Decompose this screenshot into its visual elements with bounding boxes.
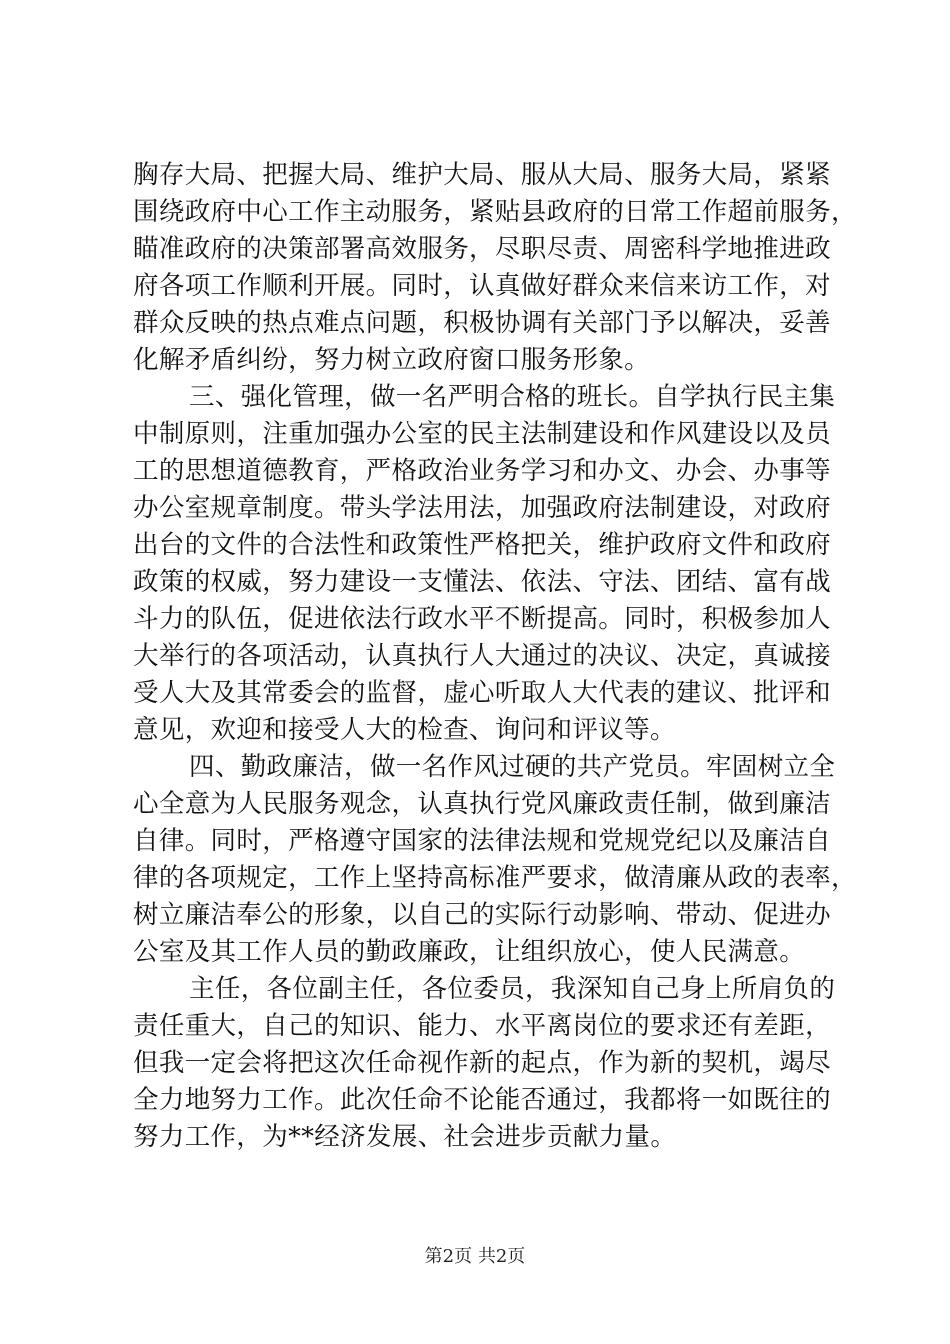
body-line: 责任重大，自己的知识、能力、水平离岗位的要求还有差距， (133, 1011, 831, 1041)
body-line: 受人大及其常委会的监督，虚心听取人大代表的建议、批评和 (133, 678, 831, 708)
body-line: 树立廉洁奉公的形象，以自己的实际行动影响、带动、促进办 (133, 900, 831, 930)
body-line: 办公室规章制度。带头学法用法，加强政府法制建设，对政府 (133, 493, 831, 523)
closing-first-line: 主任，各位副主任，各位委员，我深知自己身上所肩负的 (189, 974, 836, 1004)
body-line: 胸存大局、把握大局、维护大局、服从大局、服务大局，紧紧 (133, 160, 831, 190)
body-line: 大举行的各项活动，认真执行人大通过的决议、决定，真诚接 (133, 641, 831, 671)
body-line: 中制原则，注重加强办公室的民主法制建设和作风建设以及员 (133, 419, 831, 449)
body-line: 群众反映的热点难点问题，积极协调有关部门予以解决，妥善 (133, 308, 831, 338)
page-number-footer: 第2页 共2页 (424, 1246, 526, 1267)
body-line: 瞄准政府的决策部署高效服务，尽职尽责、周密科学地推进政 (133, 234, 831, 264)
body-line: 律的各项规定，工作上坚持高标准严要求，做清廉从政的表率， (133, 863, 857, 893)
section-four-first-line: 四、勤政廉洁，做一名作风过硬的共产党员。牢固树立全 (189, 752, 836, 782)
body-line: 出台的文件的合法性和政策性严格把关，维护政府文件和政府 (133, 530, 831, 560)
body-line: 围绕政府中心工作主动服务，紧贴县政府的日常工作超前服务， (133, 197, 857, 227)
body-line: 心全意为人民服务观念，认真执行党风廉政责任制，做到廉洁 (133, 789, 831, 819)
body-line: 政策的权威，努力建设一支懂法、依法、守法、团结、富有战 (133, 567, 831, 597)
body-line: 府各项工作顺利开展。同时，认真做好群众来信来访工作，对 (133, 271, 831, 301)
body-line: 自律。同时，严格遵守国家的法律法规和党规党纪以及廉洁自 (133, 826, 831, 856)
body-line: 意见，欢迎和接受人大的检查、询问和评议等。 (133, 715, 676, 745)
section-three-first-line: 三、强化管理，做一名严明合格的班长。自学执行民主集 (189, 382, 836, 412)
body-line: 努力工作，为**经济发展、社会进步贡献力量。 (133, 1122, 677, 1152)
body-line: 公室及其工作人员的勤政廉政，让组织放心，使人民满意。 (133, 937, 806, 967)
body-line: 全力地努力工作。此次任命不论能否通过，我都将一如既往的 (133, 1085, 831, 1115)
body-line: 但我一定会将把这次任命视作新的起点，作为新的契机，竭尽 (133, 1048, 831, 1078)
body-line: 斗力的队伍，促进依法行政水平不断提高。同时，积极参加人 (133, 604, 831, 634)
body-line: 化解矛盾纠纷，努力树立政府窗口服务形象。 (133, 345, 651, 375)
body-line: 工的思想道德教育，严格政治业务学习和办文、办会、办事等 (133, 456, 831, 486)
document-body (133, 157, 857, 1156)
